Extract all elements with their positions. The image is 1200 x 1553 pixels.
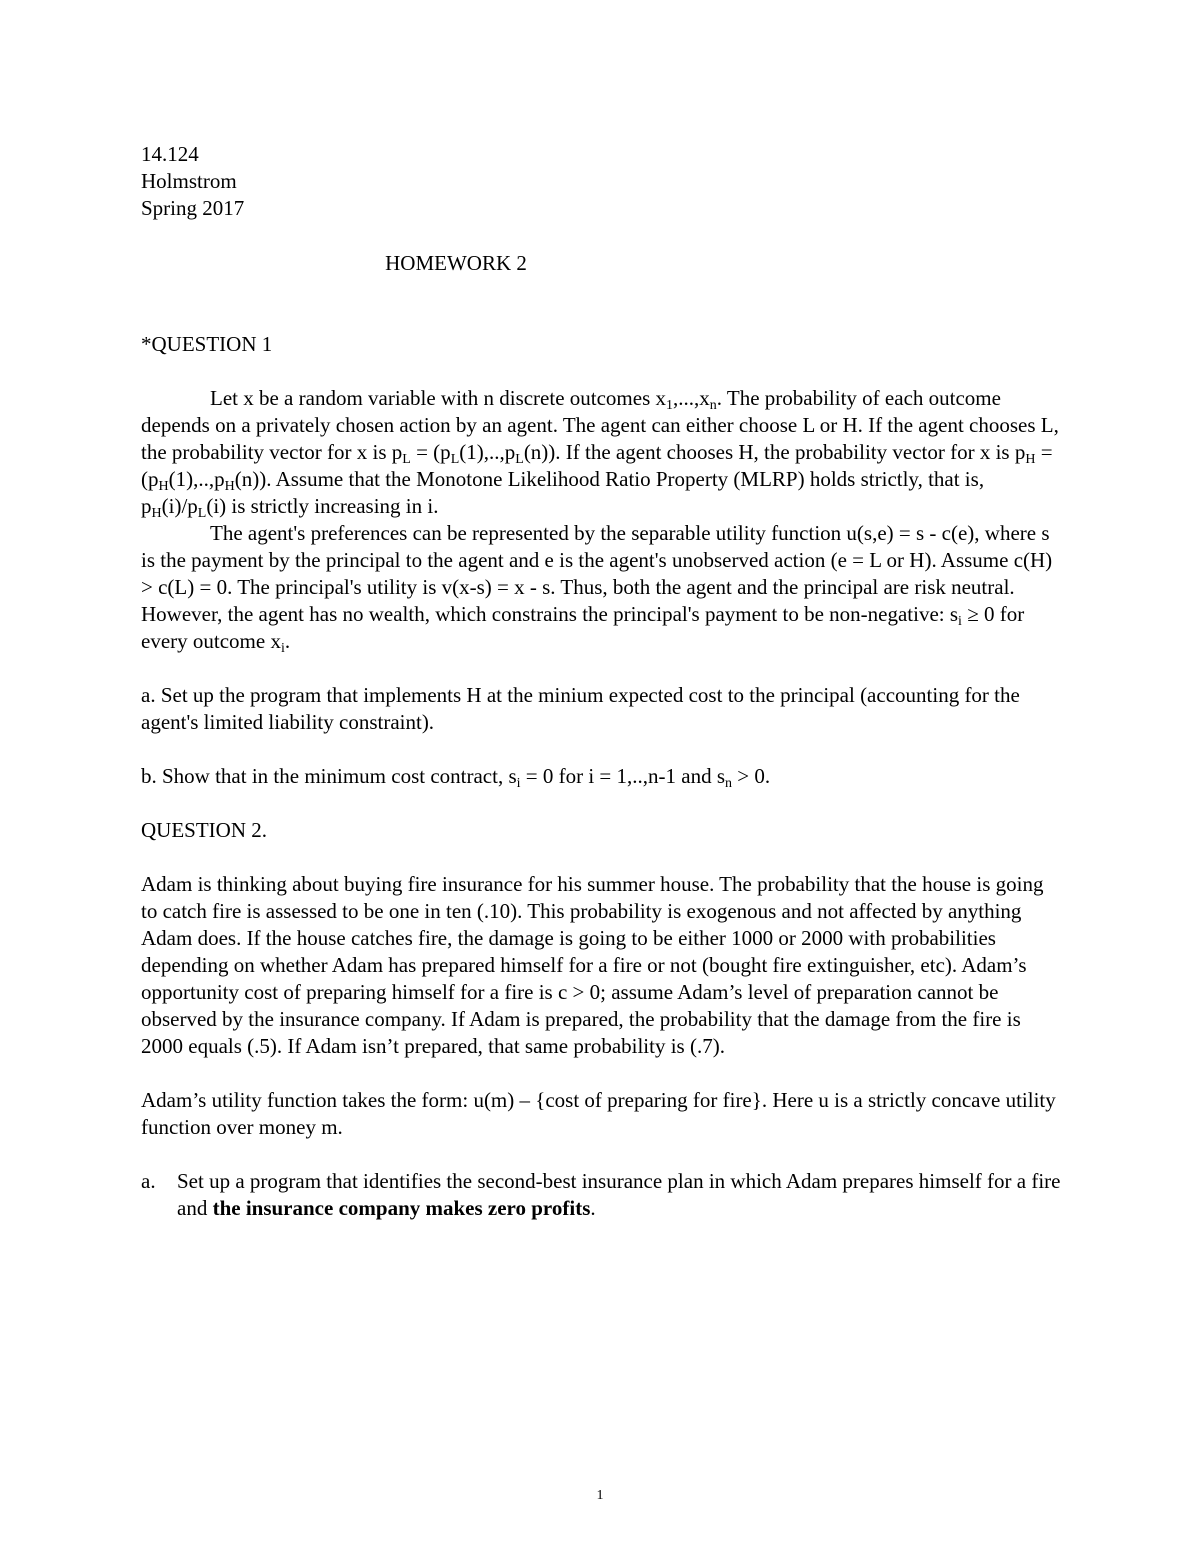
question-1-paragraph-2: The agent's preferences can be represented by the separable utility function u(s,e) = s - c(e), where s is the payment by the principal to the agent and e is the agent's unobserved action (e = L or H). Assume c(H) > c(L) = 0. The principal's utility is v(x-s) = x - s. Thus, both the agent and the principal are risk neutral. However, the agent has no wealth, which constrains the principal's payment to be non-negative: $s_i \ge 0$ for every outcome $x_i$. <box>141 521 1053 656</box>
term: Spring 2017 <box>141 196 245 220</box>
question-1-heading: *QUESTION 1 <box>141 332 273 356</box>
page-number: 1 <box>596 1488 604 1503</box>
list-item-text: Set up a program that identifies the second-best insurance plan in which Adam prepares himself for a fire and the insurance company makes zero profits. <box>177 1169 1061 1220</box>
question-2-paragraph-2: Adam’s utility function takes the form: u(m) – {cost of preparing for fire}. Here u is a strictly concave utility function over money m. <box>141 1088 1056 1139</box>
document-body <box>141 141 1061 1222</box>
course-number: 14.124 <box>141 142 199 166</box>
question-1-paragraph-1: Let x be a random variable with n discrete outcomes $x_1,...,x_n$. The probability of each outcome depends on a privately chosen action by an agent. The agent can either choose L or H. If the agent chooses L, the probability vector for x is $p_L = (p_L(1),..,p_L(n))$. If the agent chooses H, the probability vector for x is $p_H = (p_H(1),..,p_H(n))$. Assume that the Monotone Likelihood Ratio Property (MLRP) holds strictly, that is, $p_H(i)/p_L(i)$ is strictly increasing in i. <box>141 386 1059 521</box>
question-1-part-b: b. Show that in the minimum cost contract, $s_i = 0$ for i = 1,..,n-1 and $s_n > 0$. <box>141 764 771 791</box>
question-2-paragraph-1: Adam is thinking about buying fire insurance for his summer house. The probability that the house is going to catch fire is assessed to be one in ten (.10). This probability is exogenous and not affected by anything Adam does. If the house catches fire, the damage is going to be either 1000 or 2000 with probabilities depending on whether Adam has prepared himself for a fire or not (bought fire extinguisher, etc). Adam’s opportunity cost of preparing himself for a fire is c > 0; assume Adam’s level of preparation cannot be observed by the insurance company. If Adam is prepared, the probability that the damage from the fire is 2000 equals (.5). If Adam isn’t prepared, that same probability is (.7). <box>141 872 1044 1058</box>
question-1-part-a: a. Set up the program that implements H at the minium expected cost to the principal (accounting for the agent's limited liability constraint). <box>141 683 1020 734</box>
instructor-name: Holmstrom <box>141 169 237 193</box>
emphasis-text: the insurance company makes zero profits <box>212 1196 591 1220</box>
page-title: HOMEWORK 2 <box>385 251 527 275</box>
question-2-heading: QUESTION 2. <box>141 818 267 842</box>
question-2-item-a <box>141 1168 1061 1222</box>
list-marker: a. <box>141 1169 156 1193</box>
header-block <box>141 141 1061 222</box>
